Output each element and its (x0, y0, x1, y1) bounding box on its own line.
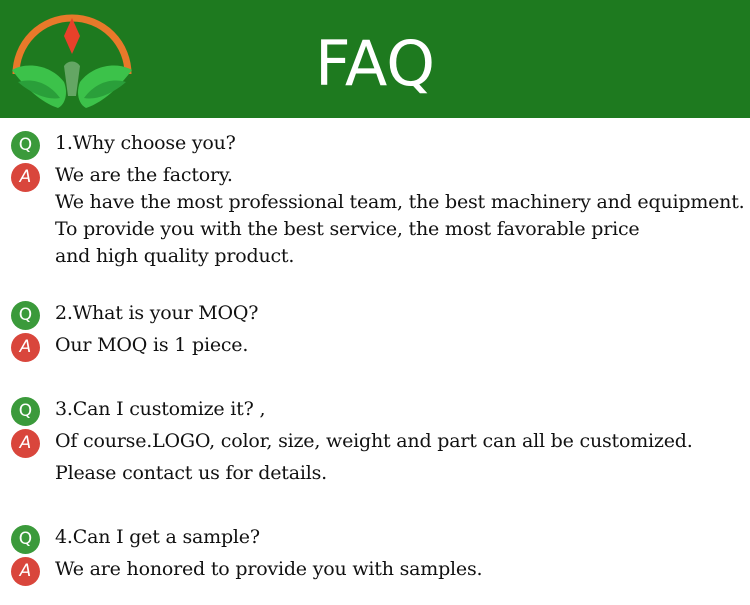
question-text: 2.What is your MOQ? (55, 302, 259, 324)
answer-badge-icon: A (11, 557, 40, 586)
question-text: 4.Can I get a sample? (55, 526, 260, 548)
faq-item (0, 130, 750, 270)
answer-text: We are honored to provide you with samples. (55, 558, 483, 580)
page-title: FAQ (314, 27, 436, 100)
question-text: 1.Why choose you? (55, 132, 236, 154)
answer-row (0, 189, 750, 216)
answer-row (0, 556, 750, 583)
answer-text: Our MOQ is 1 piece. (55, 334, 249, 356)
question-row (0, 396, 750, 423)
answer-row (0, 332, 750, 359)
answer-text: and high quality product. (55, 245, 295, 267)
faq-item (0, 524, 750, 583)
answer-row (0, 243, 750, 270)
answer-row (0, 162, 750, 189)
faq-item (0, 396, 750, 487)
question-badge-icon: Q (11, 301, 40, 330)
question-row (0, 300, 750, 327)
answer-row (0, 428, 750, 455)
answer-text: Please contact us for details. (55, 462, 327, 484)
question-badge-icon: Q (11, 397, 40, 426)
faq-item (0, 300, 750, 359)
answer-text: To provide you with the best service, the most favorable price (55, 218, 640, 240)
answer-text: We have the most professional team, the best machinery and equipment. (55, 191, 745, 213)
answer-text: Of course.LOGO, color, size, weight and part can all be customized. (55, 430, 693, 452)
question-text: 3.Can I customize it? , (55, 398, 266, 420)
question-badge-icon: Q (11, 131, 40, 160)
question-badge-icon: Q (11, 525, 40, 554)
answer-badge-icon: A (11, 333, 40, 362)
answer-row (0, 460, 750, 487)
answer-text: We are the factory. (55, 164, 233, 186)
answer-badge-icon: A (11, 163, 40, 192)
faq-header (0, 0, 750, 118)
question-row (0, 524, 750, 551)
question-row (0, 130, 750, 157)
answer-row (0, 216, 750, 243)
answer-badge-icon: A (11, 429, 40, 458)
